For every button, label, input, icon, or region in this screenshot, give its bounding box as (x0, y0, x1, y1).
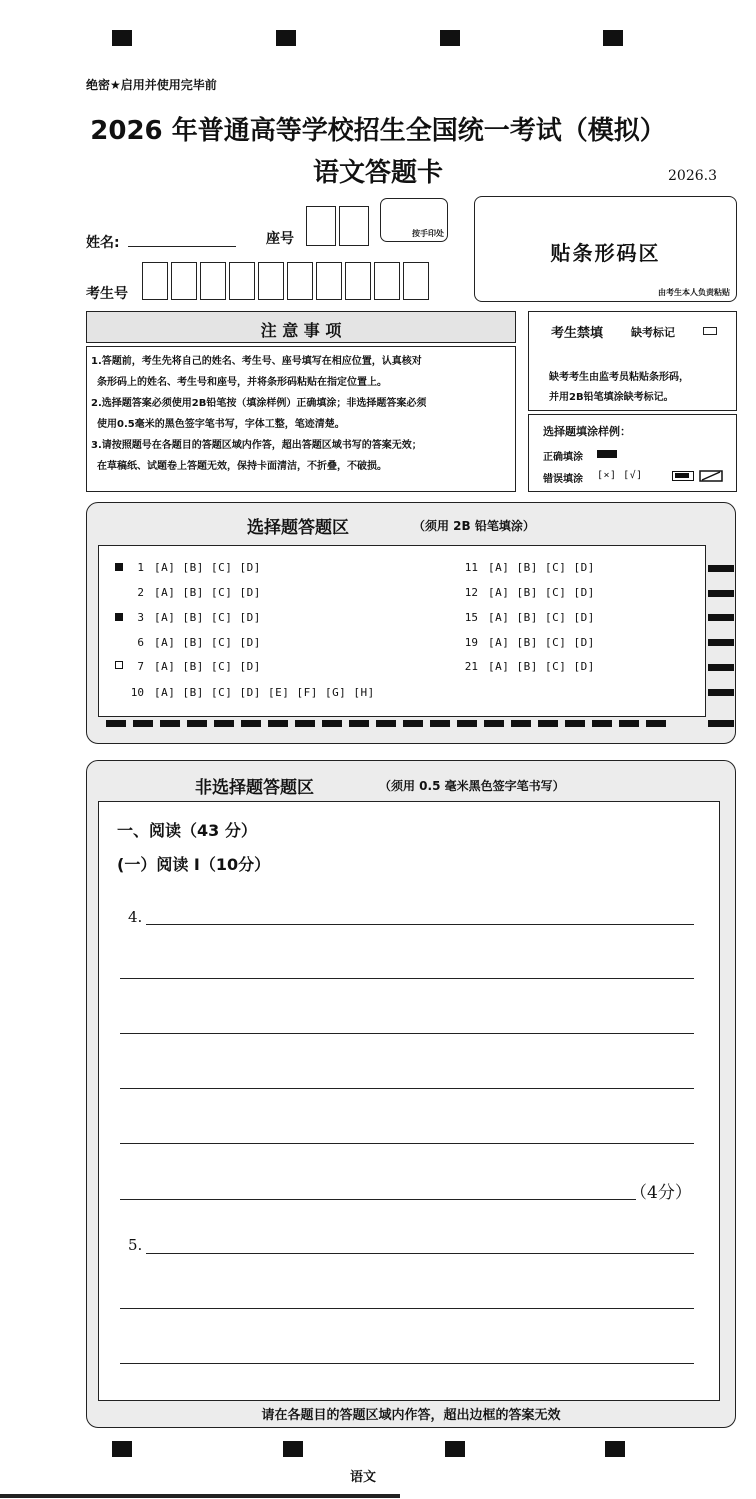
timing-mark (605, 1441, 625, 1457)
question-options[interactable]: [A] [B] [C] [D] (154, 560, 261, 574)
question-options[interactable]: [A] [B] [C] [D] (488, 659, 595, 673)
exam-number-box[interactable] (258, 262, 284, 300)
answer-line[interactable] (120, 1363, 694, 1364)
timing-mark (112, 1441, 132, 1457)
question-options[interactable]: [A] [B] [C] [D] (488, 610, 595, 624)
question-row[interactable] (120, 682, 375, 702)
question-number: 11 (464, 560, 478, 574)
question-4-score: （4分） (630, 1183, 692, 1203)
question-row[interactable] (454, 656, 595, 676)
notice-title-box (86, 311, 516, 343)
timing-dash (295, 720, 315, 727)
exam-number-box[interactable] (287, 262, 313, 300)
answer-line[interactable] (146, 924, 694, 925)
question-row[interactable] (120, 582, 261, 602)
timing-dash (646, 720, 666, 727)
sample-box (528, 414, 737, 492)
barcode-title: 贴条形码区 (550, 241, 661, 265)
exam-date: 2026.3 (668, 168, 717, 184)
timing-dash (457, 720, 477, 727)
notice-line: 3.请按照题号在各题目的答题区域内作答，超出答题区域书写的答案无效； (91, 440, 422, 451)
correct-fill-sample (597, 450, 617, 458)
question-4-label: 4. (128, 908, 143, 926)
nonchoice-note: （须用 0.5 毫米黑色签字笔书写） (379, 779, 565, 793)
section-heading: 一、阅读（43 分） (117, 821, 257, 840)
question-number: 7 (137, 659, 144, 673)
notice-line: 条形码上的姓名、考生号和座号，并将条形码粘贴在指定位置上。 (97, 377, 387, 388)
question-number: 3 (137, 610, 144, 624)
timing-mark (440, 30, 460, 46)
question-number: 21 (464, 659, 478, 673)
name-label: 姓名: (86, 235, 120, 251)
notice-title: 注 意 事 项 (260, 321, 342, 340)
timing-dash (376, 720, 396, 727)
question-options[interactable]: [A] [B] [C] [D] (154, 610, 261, 624)
question-number: 19 (464, 635, 478, 649)
question-options[interactable]: [A] [B] [C] [D] (154, 585, 261, 599)
nonchoice-title: 非选择题答题区 (195, 778, 314, 798)
question-5-label: 5. (128, 1236, 143, 1254)
question-number: 2 (137, 585, 144, 599)
answer-line[interactable] (120, 1199, 636, 1200)
choice-note: （须用 2B 铅笔填涂） (413, 519, 535, 533)
timing-mark (283, 1441, 303, 1457)
timing-dash (484, 720, 504, 727)
exam-number-box[interactable] (229, 262, 255, 300)
forbidden-line2: 并用2B铅笔填涂缺考标记。 (549, 392, 674, 403)
answer-line[interactable] (120, 1143, 694, 1144)
timing-mark (276, 30, 296, 46)
question-options[interactable]: [A] [B] [C] [D] [E] [F] [G] [H] (154, 685, 375, 699)
forbidden-box (528, 311, 737, 411)
timing-dash (565, 720, 585, 727)
question-row[interactable] (454, 557, 595, 577)
question-row[interactable] (454, 582, 595, 602)
absent-mark-box[interactable] (703, 327, 717, 335)
timing-bar (708, 614, 734, 621)
timing-bar (708, 720, 734, 727)
forbidden-line1: 缺考考生由监考员粘贴条形码， (549, 372, 689, 383)
exam-number-label: 考生号 (86, 286, 128, 302)
seat-label: 座号 (266, 231, 294, 247)
question-number: 12 (464, 585, 478, 599)
sample-title: 选择题填涂样例： (543, 425, 631, 438)
question-options[interactable]: [A] [B] [C] [D] (488, 560, 595, 574)
page-footer: 语文 (350, 1470, 377, 1485)
exam-number-box[interactable] (403, 262, 429, 300)
wrong-fill-slash (699, 470, 723, 482)
answer-line[interactable] (120, 1033, 694, 1034)
answer-line[interactable] (120, 978, 694, 979)
timing-dash (349, 720, 369, 727)
timing-dash (511, 720, 531, 727)
timing-mark (112, 30, 132, 46)
timing-bar (708, 639, 734, 646)
timing-dash (187, 720, 207, 727)
question-row[interactable] (120, 607, 261, 627)
question-options[interactable]: [A] [B] [C] [D] (154, 635, 261, 649)
answer-line[interactable] (146, 1253, 694, 1254)
absent-label: 缺考标记 (631, 326, 675, 339)
timing-dash (160, 720, 180, 727)
question-options[interactable]: [A] [B] [C] [D] (488, 585, 595, 599)
seat-box[interactable] (339, 206, 369, 246)
page-title: 2026 年普通高等学校招生全国统一考试（模拟） (90, 116, 666, 146)
question-row[interactable] (454, 607, 595, 627)
question-number: 1 (137, 560, 144, 574)
timing-mark (603, 30, 623, 46)
barcode-note: 由考生本人负责粘贴 (658, 288, 730, 297)
fingerprint-label: 按手印处 (412, 229, 444, 238)
name-input-line[interactable] (128, 246, 236, 247)
timing-dash (619, 720, 639, 727)
exam-number-box[interactable] (345, 262, 371, 300)
notice-line: 在草稿纸、试题卷上答题无效，保持卡面清洁，不折叠，不破损。 (97, 461, 387, 472)
timing-dash (241, 720, 261, 727)
timing-dash (403, 720, 423, 727)
exam-number-box[interactable] (142, 262, 168, 300)
question-row[interactable] (454, 632, 595, 652)
barcode-area (474, 196, 737, 302)
timing-dash (322, 720, 342, 727)
notice-line: 使用0.5毫米的黑色签字笔书写，字体工整，笔迹清楚。 (97, 419, 345, 430)
answer-line[interactable] (120, 1308, 694, 1309)
seat-box[interactable] (306, 206, 336, 246)
timing-dash (538, 720, 558, 727)
exam-number-box[interactable] (374, 262, 400, 300)
timing-dash (214, 720, 234, 727)
notice-line: 2.选择题答案必须使用2B铅笔按（填涂样例）正确填涂；非选择题答案必须 (91, 398, 427, 409)
fingerprint-box (380, 198, 448, 242)
exam-number-box[interactable] (316, 262, 342, 300)
timing-dash (133, 720, 153, 727)
question-number: 6 (137, 635, 144, 649)
notice-line: 1.答题前，考生先将自己的姓名、考生号、座号填写在相应位置，认真核对 (91, 356, 422, 367)
forbidden-title: 考生禁填 (551, 326, 604, 341)
timing-bar (708, 664, 734, 671)
timing-bar (708, 565, 734, 572)
wrong-fill-partial (672, 471, 694, 481)
question-options[interactable]: [A] [B] [C] [D] (488, 635, 595, 649)
question-options[interactable]: [A] [B] [C] [D] (154, 659, 261, 673)
timing-dash (106, 720, 126, 727)
timing-bar (708, 590, 734, 597)
confidential-notice: 绝密★启用并使用完毕前 (86, 78, 217, 92)
subsection-heading: (一）阅读 I（10分） (117, 855, 271, 874)
timing-mark (445, 1441, 465, 1457)
answer-line[interactable] (120, 1088, 694, 1089)
timing-bar (708, 689, 734, 696)
page-subtitle: 语文答题卡 (312, 158, 443, 188)
question-row[interactable] (120, 656, 261, 676)
choice-title: 选择题答题区 (247, 518, 349, 538)
nonchoice-footer: 请在各题目的答题区域内作答，超出边框的答案无效 (261, 1408, 561, 1423)
timing-dash (592, 720, 612, 727)
notice-body (86, 346, 516, 492)
bottom-edge (0, 1494, 400, 1498)
exam-number-box[interactable] (171, 262, 197, 300)
timing-dash (430, 720, 450, 727)
correct-label: 正确填涂 (543, 452, 583, 463)
wrong-marks: [×] [√] (597, 470, 643, 481)
question-number: 10 (130, 685, 144, 699)
question-row[interactable] (120, 557, 261, 577)
timing-dash (268, 720, 288, 727)
question-row[interactable] (120, 632, 261, 652)
timing-dash-row (106, 720, 673, 727)
exam-number-box[interactable] (200, 262, 226, 300)
question-number: 15 (464, 610, 478, 624)
answer-box[interactable] (98, 801, 720, 1401)
seat-number-boxes[interactable] (306, 206, 372, 246)
wrong-label: 错误填涂 (543, 474, 583, 485)
exam-number-boxes[interactable] (142, 262, 432, 300)
